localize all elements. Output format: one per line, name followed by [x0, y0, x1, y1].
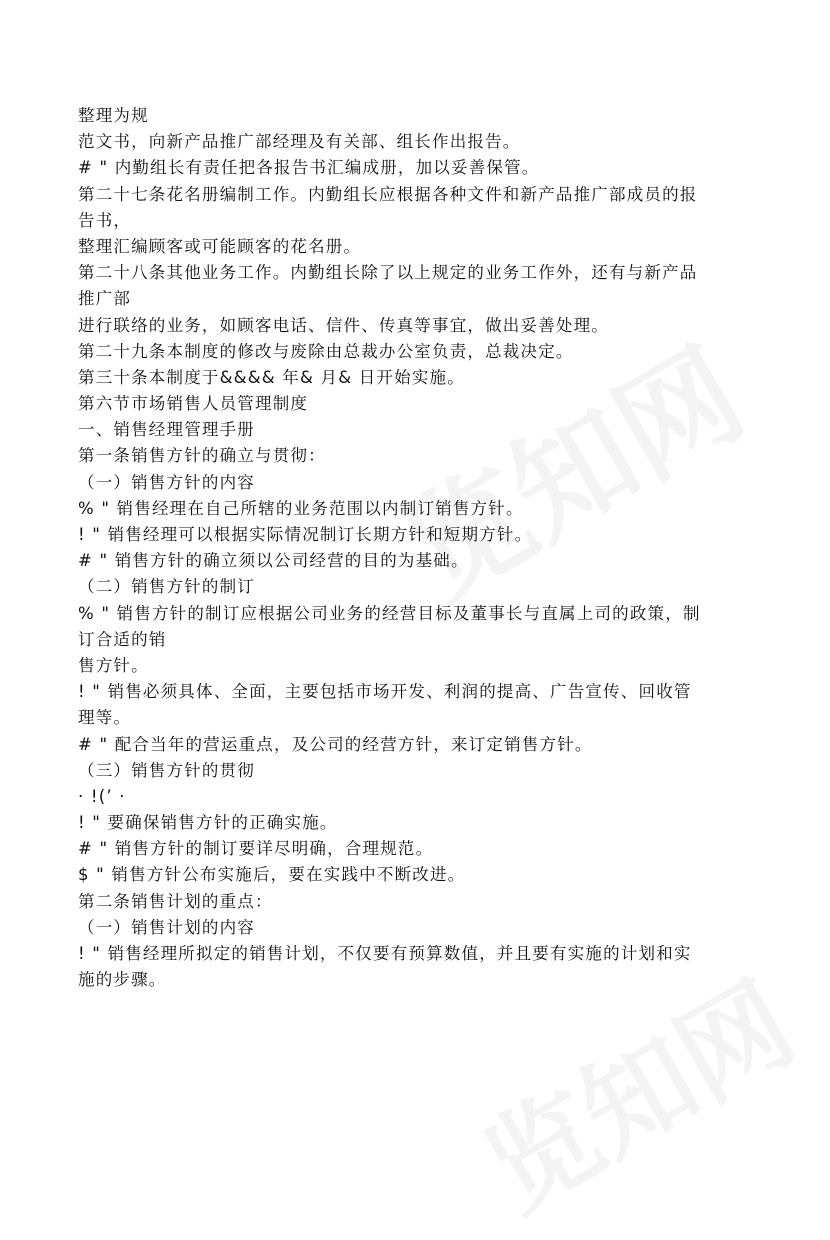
text-line: （一）销售方针的内容: [78, 472, 255, 492]
text-line: 售方针。: [78, 655, 149, 675]
text-line: ! " 要确保销售方针的正确实施。: [78, 813, 338, 833]
text-line: · !(’ ·: [78, 786, 126, 806]
text-line: 进行联络的业务，如顾客电话、信件、传真等事宜，做出妥善处理。: [78, 315, 609, 335]
text-line: $ " 销售方针公布实施后，要在实践中不断改进。: [78, 865, 466, 885]
text-line: % " 销售经理在自己所辖的业务范围以内制订销售方针。: [78, 498, 524, 518]
text-line: 整理汇编顾客或可能顾客的花名册。: [78, 236, 362, 256]
text-line: 施的步骤。: [78, 970, 167, 990]
text-line: （一）销售计划的内容: [78, 917, 255, 937]
text-line: 理等。: [78, 708, 132, 728]
text-line: # " 内勤组长有责任把各报告书汇编成册，加以妥善保管。: [78, 158, 540, 178]
text-line: # " 销售方针的确立须以公司经营的目的为基础。: [78, 551, 469, 571]
text-line: # " 配合当年的营运重点，及公司的经营方针，来订定销售方针。: [78, 734, 593, 754]
text-line: # " 销售方针的制订要详尽明确，合理规范。: [78, 839, 434, 859]
text-line: 第二十九条本制度的修改与废除由总裁办公室负责，总裁决定。: [78, 341, 574, 361]
text-line: 告书，: [78, 210, 132, 230]
text-line: 第二十八条其他业务工作。内勤组长除了以上规定的业务工作外，还有与新产品: [78, 263, 698, 283]
text-line: 一、销售经理管理手册: [78, 420, 255, 440]
text-line: 订合适的销: [78, 629, 167, 649]
text-line: ! " 销售必须具体、全面，主要包括市场开发、利润的提高、广告宣传、回收管: [78, 682, 692, 702]
text-line: 第二十七条花名册编制工作。内勤组长应根据各种文件和新产品推广部成员的报: [78, 184, 698, 204]
text-line: 第一条销售方针的确立与贯彻：: [78, 446, 326, 466]
text-line: 第三十条本制度于&&&& 年& 月& 日开始实施。: [78, 367, 465, 387]
text-line: 第二条销售计划的重点：: [78, 891, 273, 911]
text-line: 整理为规: [78, 106, 149, 125]
text-line: ! " 销售经理所拟定的销售计划，不仅要有预算数值，并且要有实施的计划和实: [78, 944, 692, 963]
text-line: ! " 销售经理可以根据实际情况制订长期方针和短期方针。: [78, 525, 533, 544]
document-body: [78, 103, 758, 993]
text-line: 推广部: [78, 289, 132, 309]
text-line: 第六节市场销售人员管理制度: [78, 394, 309, 414]
text-line: 范文书，向新产品推广部经理及有关部、组长作出报告。: [78, 132, 521, 152]
text-line: （二）销售方针的制订: [78, 577, 255, 597]
text-line: （三）销售方针的贯彻: [78, 760, 255, 780]
text-line: % " 销售方针的制订应根据公司业务的经营目标及董事长与直属上司的政策，制: [78, 603, 701, 623]
